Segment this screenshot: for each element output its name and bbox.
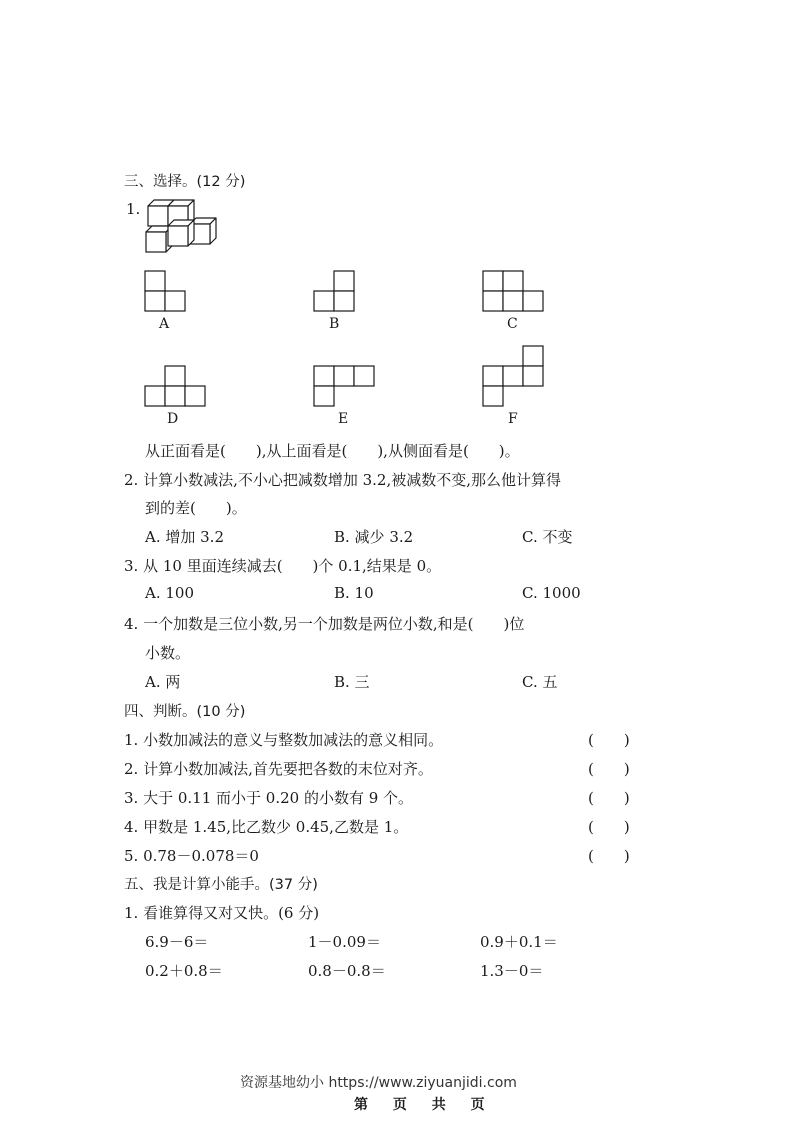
q4-line2: 小数。: [145, 644, 191, 662]
section4-title: 四、判断。(10 分): [124, 704, 246, 720]
q3-line1: 3. 从 10 里面连续减去( )个 0.1,结果是 0。: [124, 557, 442, 575]
q4-option-a: A. 两: [145, 673, 181, 691]
judge-answer-1: ( ): [588, 731, 630, 749]
q1-number: 1.: [126, 200, 141, 218]
judge-answer-2: ( ): [588, 760, 630, 778]
footer-page: 第 页 共 页: [354, 1097, 495, 1113]
q1-text: 从正面看是( ),从上面看是( ),从侧面看是( )。: [145, 442, 520, 460]
q4-option-c: C. 五: [522, 673, 558, 691]
view-d: [145, 366, 207, 406]
calc-r1-c3: 0.9＋0.1＝: [480, 933, 558, 951]
q2-option-c: C. 不变: [522, 528, 573, 546]
section5-sub1: 1. 看谁算得又对又快。(6 分): [124, 904, 320, 922]
calc-r1-c1: 6.9－6＝: [145, 933, 209, 951]
view-c-label: C: [507, 316, 518, 332]
view-a-label: A: [159, 316, 170, 332]
q2-line1: 2. 计算小数减法,不小心把减数增加 3.2,被减数不变,那么他计算得: [124, 471, 562, 489]
cube-front-mid: [168, 220, 194, 246]
judge-item-2: 2. 计算小数加减法,首先要把各数的末位对齐。: [124, 760, 433, 778]
q2-line2: 到的差( )。: [145, 499, 247, 517]
view-b-label: B: [329, 316, 340, 332]
judge-item-3: 3. 大于 0.11 而小于 0.20 的小数有 9 个。: [124, 789, 414, 807]
calc-r2-c2: 0.8－0.8＝: [308, 962, 386, 980]
q4-option-b: B. 三: [334, 673, 370, 691]
q2-option-a: A. 增加 3.2: [145, 528, 224, 546]
section5-title: 五、我是计算小能手。(37 分): [124, 877, 318, 893]
view-e-label: E: [338, 411, 349, 427]
calc-r2-c1: 0.2＋0.8＝: [145, 962, 223, 980]
view-c: [483, 271, 545, 311]
q3-option-b: B. 10: [334, 584, 374, 602]
footer-source: 资源基地幼小 https://www.ziyuanjidi.com: [240, 1075, 517, 1091]
q3-option-c: C. 1000: [522, 584, 581, 602]
judge-item-5: 5. 0.78－0.078＝0: [124, 847, 259, 865]
view-a: [145, 271, 185, 311]
section3-title: 三、选择。(12 分): [124, 174, 246, 190]
q2-option-b: B. 减少 3.2: [334, 528, 414, 546]
judge-answer-4: ( ): [588, 818, 630, 836]
view-e: [314, 366, 376, 406]
q3-option-a: A. 100: [145, 584, 194, 602]
judge-item-4: 4. 甲数是 1.45,比乙数少 0.45,乙数是 1。: [124, 818, 409, 836]
calc-r1-c2: 1－0.09＝: [308, 933, 381, 951]
judge-item-1: 1. 小数加减法的意义与整数加减法的意义相同。: [124, 731, 444, 749]
cube-figure: [143, 198, 223, 262]
judge-answer-3: ( ): [588, 789, 630, 807]
view-f-label: F: [508, 411, 518, 427]
q4-line1: 4. 一个加数是三位小数,另一个加数是两位小数,和是( )位: [124, 615, 525, 633]
judge-answer-5: ( ): [588, 847, 630, 865]
calc-r2-c3: 1.3－0＝: [480, 962, 544, 980]
view-b: [314, 271, 354, 311]
view-d-label: D: [167, 411, 179, 427]
view-f: [483, 346, 545, 406]
